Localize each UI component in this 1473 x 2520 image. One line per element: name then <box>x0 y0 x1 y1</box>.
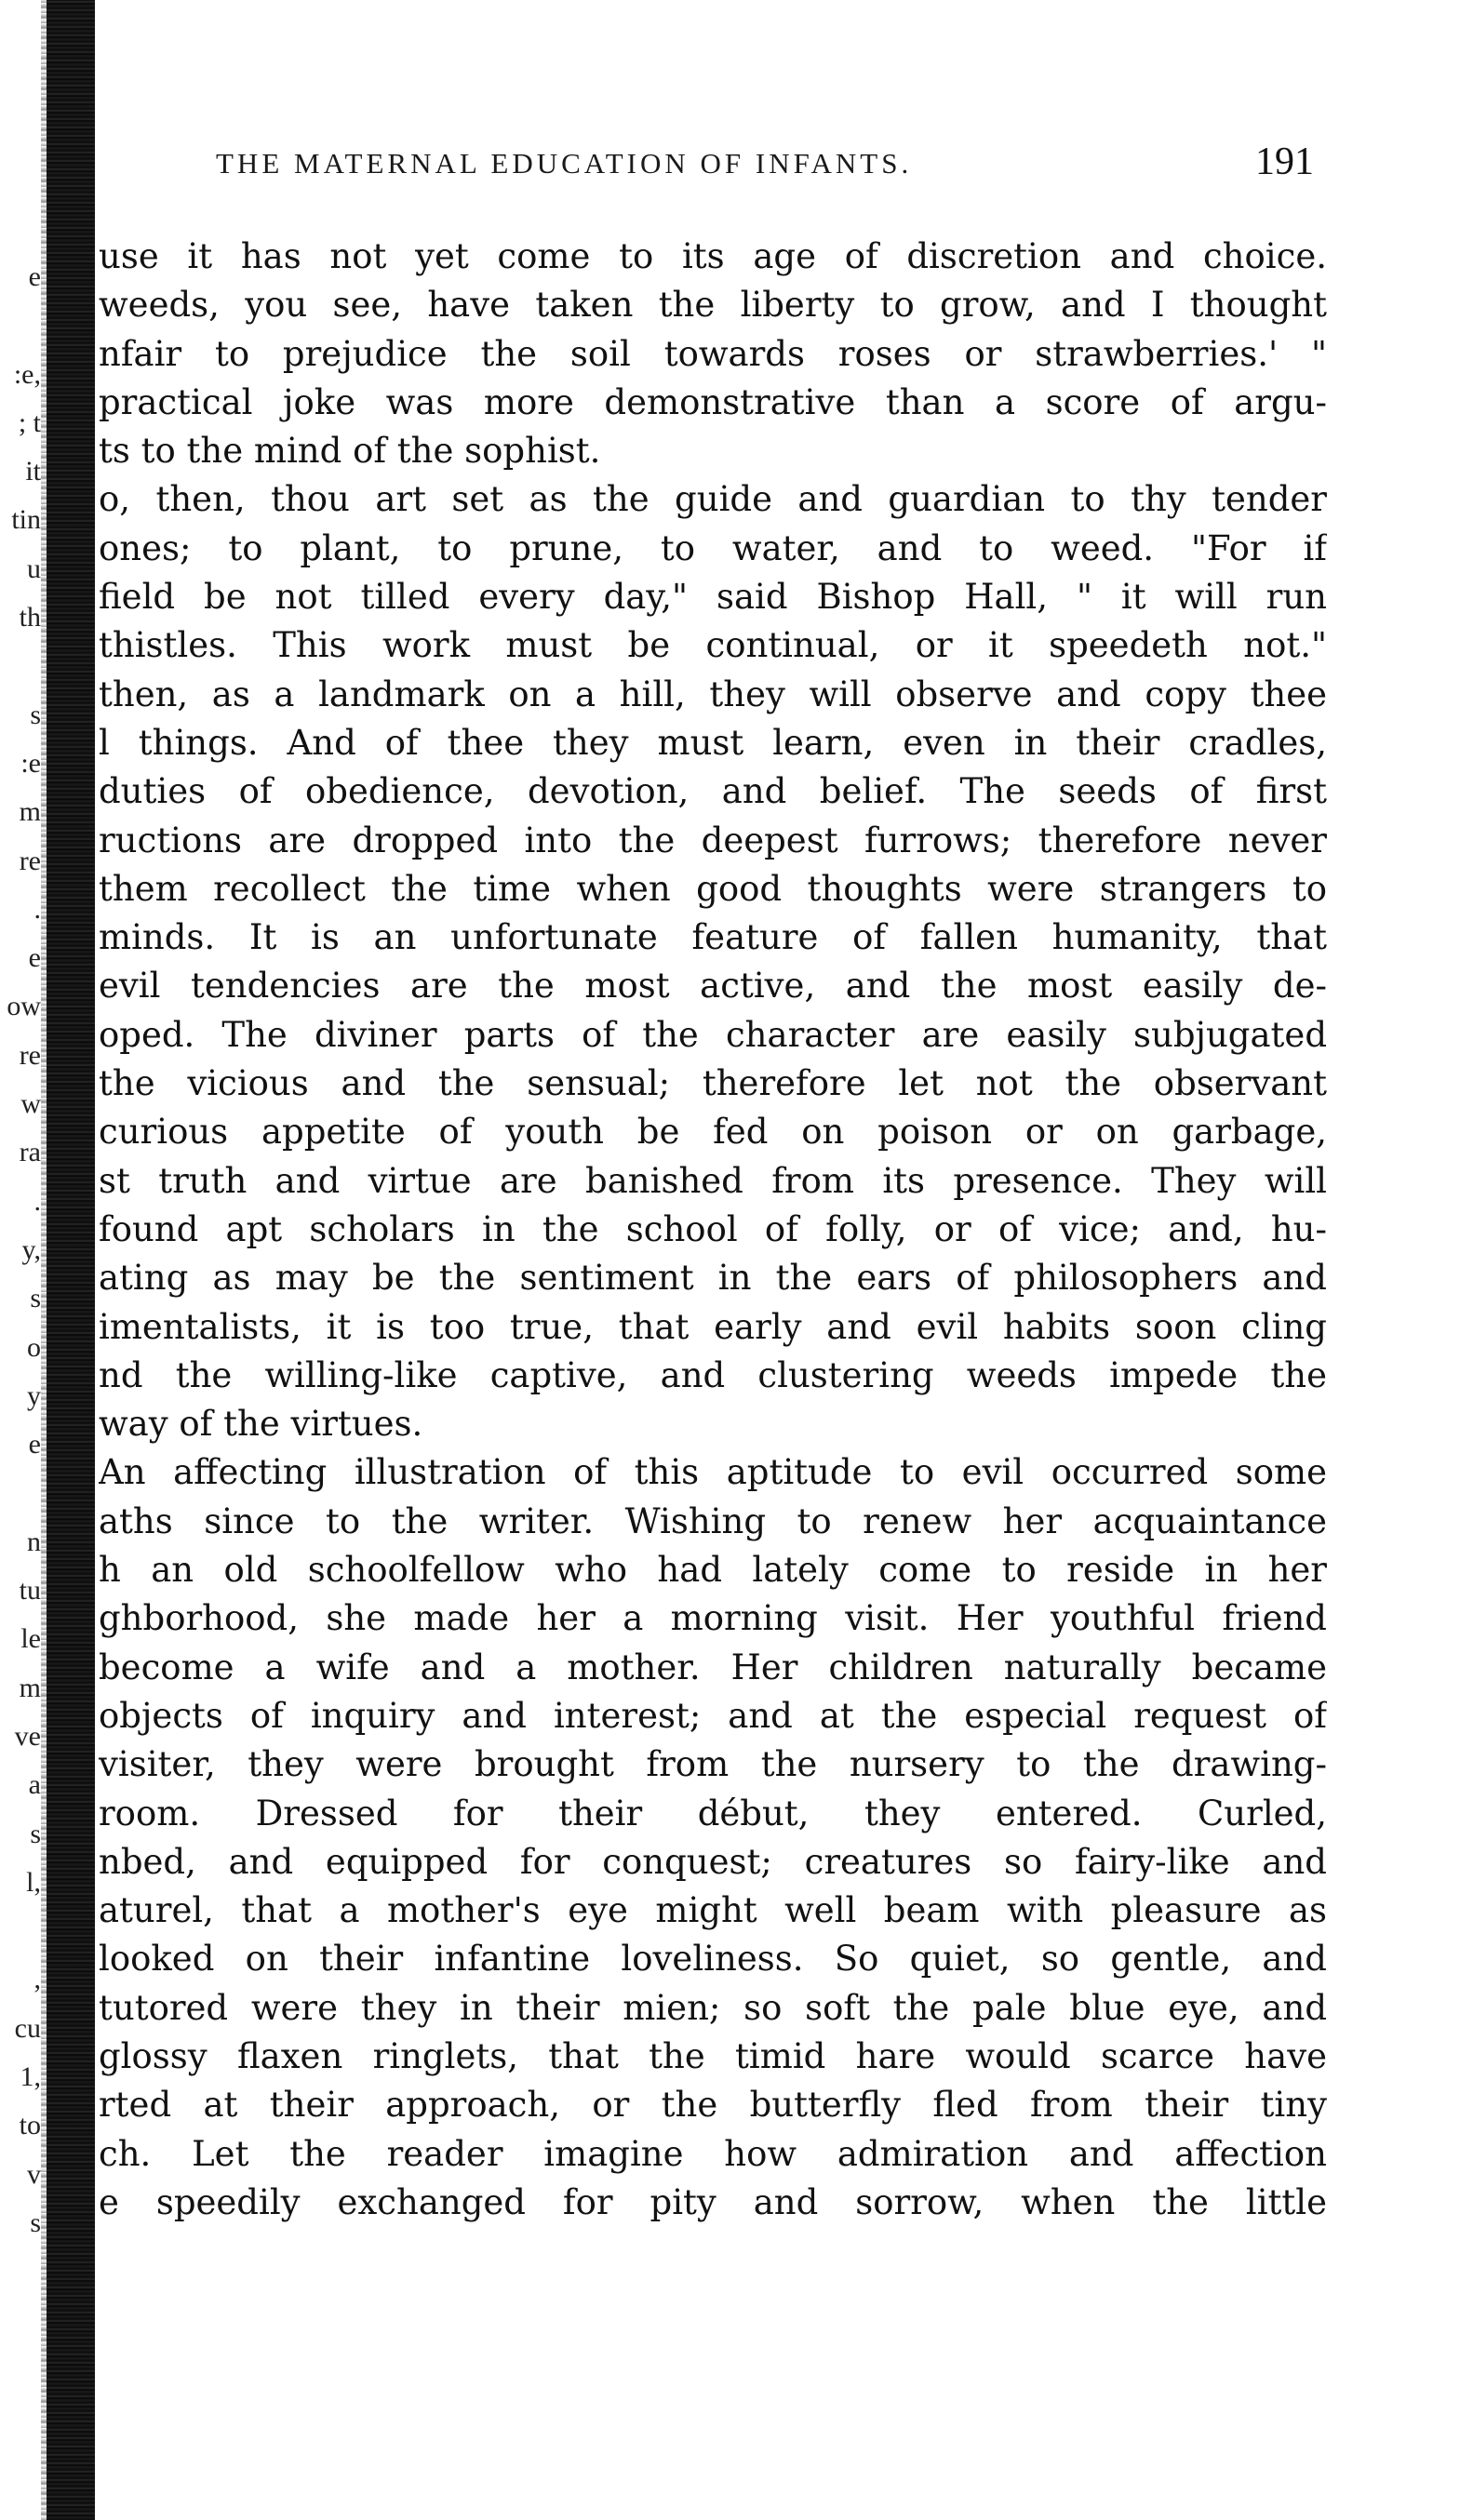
text-line: ts to the mind of the sophist. <box>99 431 601 472</box>
facing-page-fragment: y <box>27 1380 41 1411</box>
facing-page-fragment: n <box>27 1526 41 1557</box>
text-line: ructions are dropped into the deepest furrows; therefore never <box>99 820 1327 860</box>
text-line: glossy flaxen ringlets, that the timid hare would scarce have <box>99 2035 1327 2076</box>
facing-page-fragment: :e, <box>13 358 41 390</box>
text-line: ones; to plant, to prune, to water, and to weed. "For if <box>99 527 1327 568</box>
text-line: o, then, thou art set as the guide and guardian to thy tender <box>99 479 1327 520</box>
facing-page-fragment <box>0 642 41 690</box>
text-line: found apt scholars in the school of folly, or of vice; and, hu- <box>99 1208 1327 1249</box>
text-line: room. Dressed for their début, they entered. Curled, <box>99 1793 1327 1833</box>
text-line: field be not tilled every day," said Bishop Hall, " it will run <box>99 577 1327 618</box>
facing-page-fragment: ve <box>14 1720 41 1752</box>
text-line: objects of inquiry and interest; and at the especial request of <box>99 1695 1327 1736</box>
facing-page-fragment: e <box>28 261 41 292</box>
facing-page-fragment: y, <box>21 1233 41 1265</box>
running-head: THE MATERNAL EDUCATION OF INFANTS. <box>216 147 913 180</box>
text-line: practical joke was more demonstrative than a score of argu- <box>99 381 1327 422</box>
facing-page-fragment: re <box>19 1039 41 1071</box>
text-line: rted at their approach, or the butterfly fled from their tiny <box>99 2085 1327 2126</box>
facing-page-fragment <box>0 1907 41 1955</box>
text-line: nbed, and equipped for conquest; creatures so fairy-like and <box>99 1841 1327 1882</box>
facing-page-fragment: tin <box>11 504 41 536</box>
facing-page-fragment: cu <box>14 2012 41 2044</box>
facing-page-fragment: to <box>19 2110 41 2141</box>
facing-page-fragment: s <box>30 699 41 730</box>
text-line: way of the virtues. <box>99 1404 423 1445</box>
text-line: tutored were they in their mien; so soft the pale blue eye, and <box>99 1987 1327 2028</box>
facing-page-fragment: s <box>30 1283 41 1314</box>
text-line: imentalists, it is too true, that early and evil habits soon cling <box>99 1306 1327 1347</box>
facing-page-fragment: o <box>27 1331 41 1363</box>
text-line: evil tendencies are the most active, and the most easily de- <box>99 966 1327 1007</box>
facing-page-fragment: l, <box>26 1866 41 1898</box>
facing-page-fragment: th <box>19 602 41 633</box>
text-line: minds. It is an unfortunate feature of fallen humanity, that <box>99 917 1327 958</box>
text-line: nd the willing-like captive, and clustering weeds impede the <box>99 1354 1327 1395</box>
text-line: thistles. This work must be continual, or it speedeth not." <box>99 625 1327 666</box>
facing-page-fragment: tu <box>19 1575 41 1607</box>
body-text <box>99 233 1327 2227</box>
facing-page-fragment: w <box>20 1088 41 1120</box>
facing-page-fragment: it <box>25 456 41 487</box>
text-line: st truth and virtue are banished from its presence. They will <box>99 1160 1327 1201</box>
facing-page-fragment: re <box>19 845 41 876</box>
text-line: them recollect the time when good thoughts were strangers to <box>99 868 1327 909</box>
facing-page-fragment: m <box>19 1672 41 1703</box>
page-header <box>216 140 1314 195</box>
text-line: nfair to prejudice the soil towards roses or strawberries.' " <box>99 333 1327 374</box>
facing-page-fragment <box>0 1469 41 1517</box>
text-line: h an old schoolfellow who had lately come to reside in her <box>99 1550 1327 1591</box>
text-line: aturel, that a mother's eye might well beam with pleasure as <box>99 1890 1327 1931</box>
facing-page-fragment: 1, <box>20 2060 41 2092</box>
text-line: An affecting illustration of this aptitude to evil occurred some <box>99 1452 1327 1493</box>
facing-page-fragment: e <box>28 942 41 974</box>
text-line: l things. And of thee they must learn, even in their cradles, <box>99 722 1327 763</box>
text-line: curious appetite of youth be fed on poison or on garbage, <box>99 1112 1327 1153</box>
text-line: oped. The diviner parts of the character are easily subjugated <box>99 1014 1327 1055</box>
facing-page-fragment: ; t <box>18 407 41 438</box>
facing-page-fragment: s <box>30 1818 41 1849</box>
text-line: weeds, you see, have taken the liberty to grow, and I thought <box>99 285 1327 326</box>
text-line: duties of obedience, devotion, and belief. The seeds of first <box>99 771 1327 812</box>
facing-page-fragment: , <box>33 1964 41 1995</box>
facing-page-fragment: ow <box>7 991 41 1022</box>
facing-page-fragment <box>0 301 41 350</box>
facing-page-fragment: e <box>28 1429 41 1460</box>
text-line: ating as may be the sentiment in the ears of philosophers and <box>99 1258 1327 1299</box>
facing-page-fragment: :e <box>20 747 41 779</box>
text-line: become a wife and a mother. Her children naturally became <box>99 1647 1327 1687</box>
facing-page-fragments <box>0 253 41 2247</box>
text-line: use it has not yet come to its age of discretion and choice. <box>99 236 1327 276</box>
text-line: looked on their infantine loveliness. So quiet, so gentle, and <box>99 1939 1327 1980</box>
facing-page-fragment: a <box>28 1769 41 1801</box>
text-line: ghborhood, she made her a morning visit. Her youthful friend <box>99 1598 1327 1639</box>
facing-page-fragment: . <box>33 893 41 925</box>
facing-page-fragment: . <box>33 1185 41 1217</box>
facing-page-fragment: m <box>19 796 41 828</box>
facing-page-fragment: v <box>27 2158 41 2190</box>
facing-page-fragment: u <box>27 553 41 584</box>
book-binding-gutter <box>47 0 95 2520</box>
facing-page-fragment: le <box>20 1623 41 1655</box>
facing-page-fragment: s <box>30 2207 41 2238</box>
text-line: ch. Let the reader imagine how admiration and affection <box>99 2133 1327 2174</box>
facing-page-fragment: ra <box>19 1137 41 1168</box>
text-line: aths since to the writer. Wishing to renew her acquaintance <box>99 1500 1327 1541</box>
text-line: then, as a landmark on a hill, they will observe and copy thee <box>99 673 1327 714</box>
text-line: e speedily exchanged for pity and sorrow, when the little <box>99 2181 1327 2222</box>
text-line: visiter, they were brought from the nursery to the drawing- <box>99 1744 1327 1785</box>
page-number: 191 <box>1255 140 1314 183</box>
text-line: the vicious and the sensual; therefore let not the observant <box>99 1063 1327 1104</box>
